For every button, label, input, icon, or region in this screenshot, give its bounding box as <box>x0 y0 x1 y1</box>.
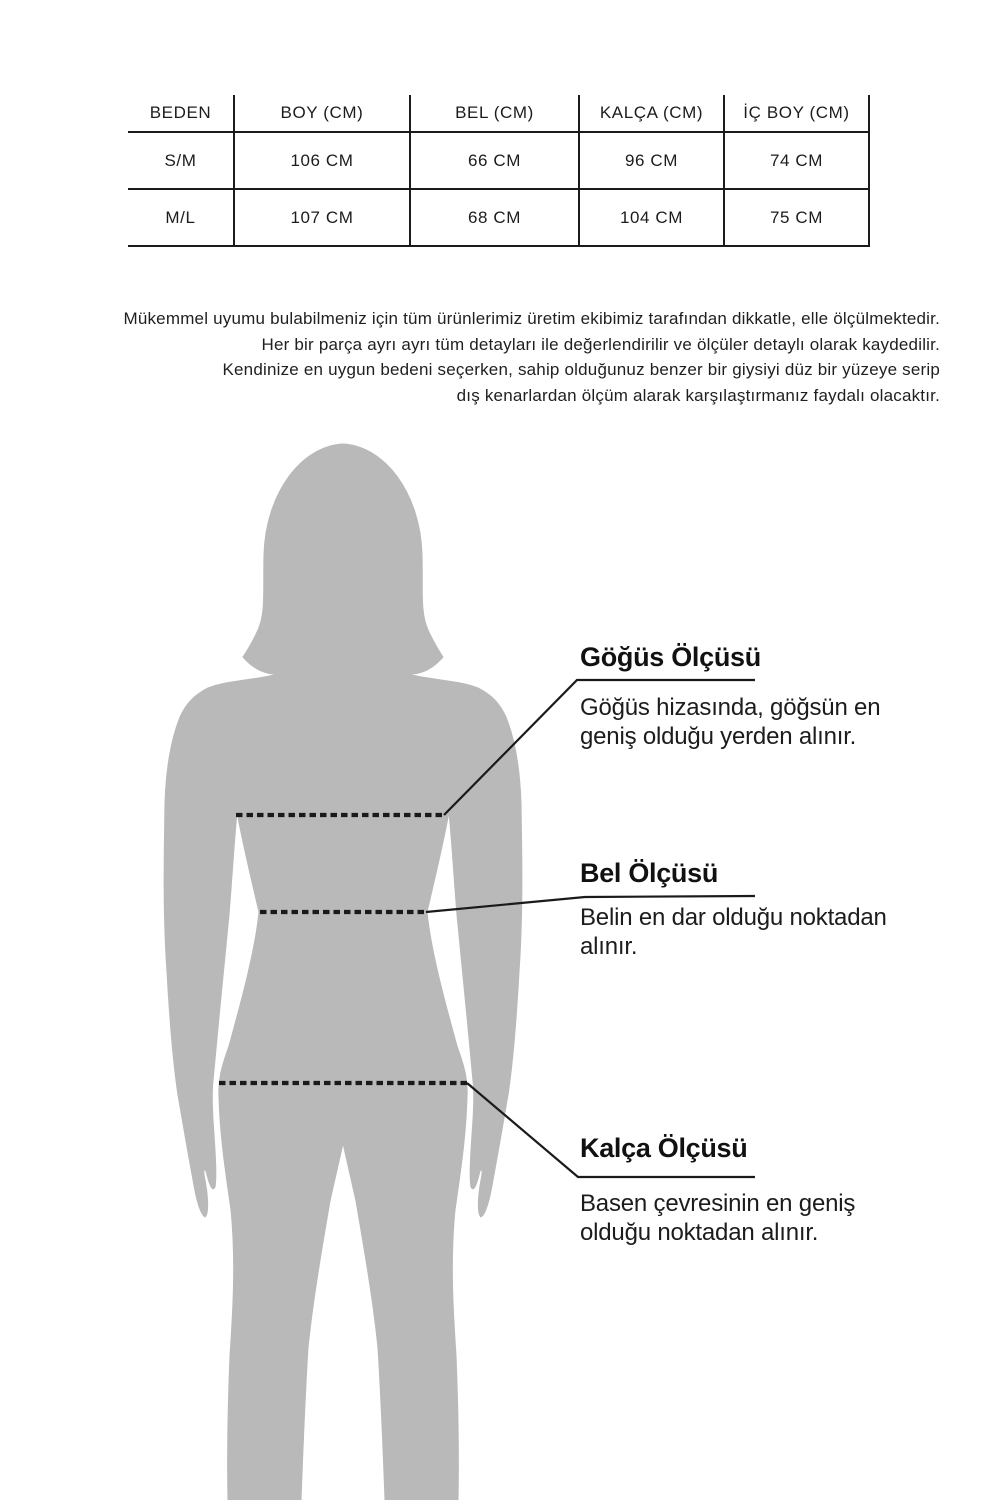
intro-line-2: Her bir parça ayrı ayrı tüm detayları ile değerlendirilir ve ölçüler detaylı olarak kaydedilir. <box>261 334 940 354</box>
chest-measure-title: Göğüs Ölçüsü <box>580 642 761 672</box>
chest-measure-desc-line1: Göğüs hizasında, göğsün en <box>580 694 881 721</box>
hip-measure-desc-line1: Basen çevresinin en geniş <box>580 1190 856 1217</box>
waist-measure-desc-line1: Belin en dar olduğu noktadan <box>580 904 887 931</box>
size-table-row2-boy: 107 CM <box>235 190 411 247</box>
size-table-row1-bel: 66 CM <box>411 133 580 190</box>
size-table-row1-size: S/M <box>128 133 235 190</box>
intro-line-1: Mükemmel uyumu bulabilmeniz için tüm ürünlerimiz üretim ekibimiz tarafından dikkatle, elle ölçülmektedir. <box>123 309 940 328</box>
size-table-row2-icboy: 75 CM <box>725 190 870 247</box>
intro-line-3: Kendinize en uygun bedeni seçerken, sahip olduğunuz benzer bir giysiyi düz bir yüzeye serip <box>222 360 940 380</box>
silhouette-right-half <box>343 444 522 1500</box>
hip-measure-title: Kalça Ölçüsü <box>580 1133 748 1163</box>
waist-measure-desc-line2: alınır. <box>580 933 638 960</box>
size-table-row2-size: M/L <box>128 190 235 247</box>
silhouette-left-half <box>164 444 343 1500</box>
size-table-header-bel: BEL (CM) <box>411 95 580 133</box>
size-table-row1-kalca: 96 CM <box>580 133 725 190</box>
size-table-row2-kalca: 104 CM <box>580 190 725 247</box>
size-table-row2-bel: 68 CM <box>411 190 580 247</box>
size-table-header-boy: BOY (CM) <box>235 95 411 133</box>
intro-line-4: dış kenarlardan ölçüm alarak karşılaştırmanız faydalı olacaktır. <box>456 386 940 406</box>
chest-measure-desc-line2: geniş olduğu yerden alınır. <box>580 723 857 750</box>
chest-measure-description <box>580 693 880 751</box>
size-table-header-beden: BEDEN <box>128 95 235 133</box>
hip-measure-description <box>580 1189 855 1247</box>
waist-measure-title: Bel Ölçüsü <box>580 858 719 888</box>
size-table-header-kalca: KALÇA (CM) <box>580 95 725 133</box>
waist-measure-description <box>580 903 887 961</box>
size-table-row1-icboy: 74 CM <box>725 133 870 190</box>
size-table-header-icboy: İÇ BOY (CM) <box>725 95 870 133</box>
size-table-row1-boy: 106 CM <box>235 133 411 190</box>
hip-measure-desc-line2: olduğu noktadan alınır. <box>580 1219 819 1246</box>
